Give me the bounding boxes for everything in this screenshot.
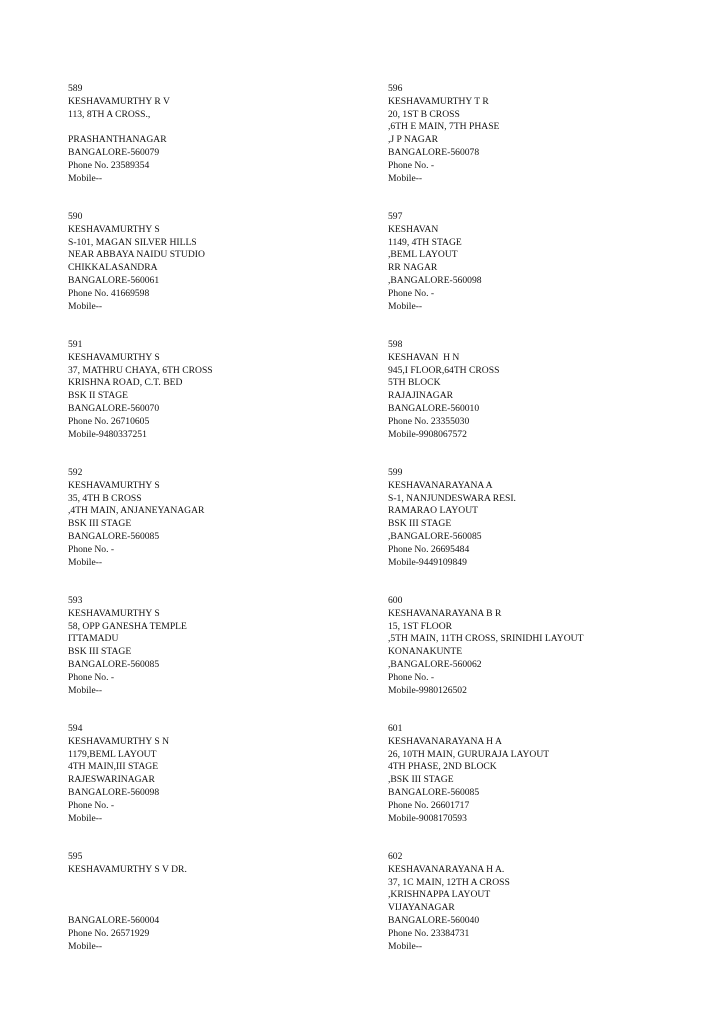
entry-name: KESHAVAMURTHY S	[68, 607, 160, 619]
entry-number: 593	[68, 595, 83, 606]
directory-entry	[388, 83, 708, 185]
entry-number: 602	[388, 851, 403, 862]
entry-name: KESHAVAMURTHY R V	[68, 95, 170, 107]
entry-name: KESHAVAMURTHY S V DR.	[68, 863, 187, 875]
entry-address-line-3: ,BSK III STAGE	[388, 774, 454, 786]
entry-address-line-1: 35, 4TH B CROSS	[68, 492, 142, 504]
entry-address-line-3	[68, 902, 368, 915]
entry-address-line-1: 37, MATHRU CHAYA, 6TH CROSS	[68, 364, 213, 376]
entry-name: KESHAVANARAYANA A	[388, 479, 493, 491]
entry-phone: Phone No. 26710605	[68, 415, 150, 427]
entry-phone: Phone No. -	[68, 799, 115, 811]
entry-number: 589	[68, 83, 83, 94]
entry-address-line-2: ,KRISHNAPPA LAYOUT	[388, 889, 491, 901]
entry-address-line-3: BSK II STAGE	[68, 390, 128, 402]
entry-address-line-1: 1149, 4TH STAGE	[388, 236, 462, 248]
entry-address-line-2: 5TH BLOCK	[388, 377, 441, 389]
entry-city: BANGALORE-560061	[68, 274, 160, 286]
entry-name: KESHAVANARAYANA H A	[388, 735, 502, 747]
directory-entry	[388, 595, 708, 697]
entry-number: 590	[68, 211, 83, 222]
entry-number: 594	[68, 723, 83, 734]
entry-mobile: Mobile-9908067572	[388, 428, 467, 440]
entry-phone: Phone No. 26695484	[388, 543, 470, 555]
entry-address-line-3: BSK III STAGE	[68, 646, 132, 658]
entry-address-line-3: VIJAYANAGAR	[388, 902, 455, 914]
entry-name: KESHAVAMURTHY T R	[388, 95, 489, 107]
entry-phone: Phone No. -	[388, 159, 435, 171]
entry-address-line-3: KONANAKUNTE	[388, 646, 463, 658]
entry-phone: Phone No. -	[68, 671, 115, 683]
entry-address-line-2: ,4TH MAIN, ANJANEYANAGAR	[68, 505, 205, 517]
entry-address-line-2: 4TH MAIN,III STAGE	[68, 761, 159, 773]
entry-address-line-3: RAJESWARINAGAR	[68, 774, 155, 786]
entry-name: KESHAVAMURTHY S N	[68, 735, 170, 747]
entry-phone: Phone No. 26571929	[68, 927, 150, 939]
entry-address-line-3: RR NAGAR	[388, 262, 438, 274]
entry-phone: Phone No. -	[388, 671, 435, 683]
entry-phone: Phone No. 23355030	[388, 415, 470, 427]
entry-city: BANGALORE-560098	[68, 786, 160, 798]
entry-number: 596	[388, 83, 403, 94]
entry-city: BANGALORE-560070	[68, 402, 160, 414]
entry-city: BANGALORE-560085	[388, 786, 480, 798]
entry-address-line-3: BSK III STAGE	[388, 518, 452, 530]
entry-address-line-1: 15, 1ST FLOOR	[388, 620, 453, 632]
directory-entry	[388, 851, 708, 953]
entry-mobile: Mobile--	[68, 300, 103, 312]
entry-city: BANGALORE-560085	[68, 530, 160, 542]
directory-entry	[68, 339, 368, 441]
entry-address-line-1: 113, 8TH A CROSS.,	[68, 108, 151, 120]
directory-entry	[388, 723, 708, 825]
entry-mobile: Mobile--	[68, 684, 103, 696]
entry-city: BANGALORE-560085	[68, 658, 160, 670]
entry-number: 595	[68, 851, 83, 862]
entry-address-line-3: BSK III STAGE	[68, 518, 132, 530]
entry-name: KESHAVAN H N	[388, 351, 460, 363]
entry-name: KESHAVANARAYANA H A.	[388, 863, 505, 875]
entry-mobile: Mobile--	[388, 940, 423, 952]
entry-city: BANGALORE-560004	[68, 914, 160, 926]
entry-phone: Phone No. 26601717	[388, 799, 470, 811]
entry-mobile: Mobile--	[68, 812, 103, 824]
entry-mobile: Mobile-9449109849	[388, 556, 467, 568]
entry-number: 599	[388, 467, 403, 478]
entry-phone: Phone No. -	[68, 543, 115, 555]
entry-address-line-1: 26, 10TH MAIN, GURURAJA LAYOUT	[388, 748, 550, 760]
entry-name: KESHAVAMURTHY S	[68, 479, 160, 491]
directory-entry	[388, 467, 708, 569]
entry-phone: Phone No. 41669598	[68, 287, 150, 299]
entry-address-line-2: ,BEML LAYOUT	[388, 249, 458, 261]
entry-address-line-1: 20, 1ST B CROSS	[388, 108, 460, 120]
entry-address-line-2: 4TH PHASE, 2ND BLOCK	[388, 761, 497, 773]
entry-address-line-1	[68, 877, 368, 890]
entry-address-line-1: 37, 1C MAIN, 12TH A CROSS	[388, 876, 510, 888]
entry-number: 601	[388, 723, 403, 734]
entry-address-line-1: 58, OPP GANESHA TEMPLE	[68, 620, 187, 632]
entry-address-line-2: RAMARAO LAYOUT	[388, 505, 478, 517]
entry-address-line-2: ITTAMADU	[68, 633, 119, 645]
entry-mobile: Mobile--	[388, 300, 423, 312]
entry-address-line-3: CHIKKALASANDRA	[68, 262, 158, 274]
entry-address-line-2: ,6TH E MAIN, 7TH PHASE	[388, 121, 500, 133]
entry-mobile: Mobile--	[68, 940, 103, 952]
entry-city: ,BANGALORE-560062	[388, 658, 482, 670]
entry-address-line-2	[68, 889, 368, 902]
entry-name: KESHAVAMURTHY S	[68, 223, 160, 235]
entry-phone: Phone No. -	[388, 287, 435, 299]
entry-number: 598	[388, 339, 403, 350]
entry-address-line-2: ,5TH MAIN, 11TH CROSS, SRINIDHI LAYOUT	[388, 633, 584, 645]
directory-entry	[388, 211, 708, 313]
directory-entry	[68, 851, 368, 953]
entry-phone: Phone No. 23384731	[388, 927, 470, 939]
entry-city: BANGALORE-560079	[68, 146, 160, 158]
entry-address-line-3: RAJAJINAGAR	[388, 390, 454, 402]
directory-entry	[68, 595, 368, 697]
entry-name: KESHAVAN	[388, 223, 439, 235]
entry-address-line-1: 945,I FLOOR,64TH CROSS	[388, 364, 500, 376]
entry-address-line-1: S-101, MAGAN SILVER HILLS	[68, 236, 197, 248]
entry-name: KESHAVAMURTHY S	[68, 351, 160, 363]
entry-mobile: Mobile-9008170593	[388, 812, 467, 824]
entry-mobile: Mobile--	[68, 556, 103, 568]
entry-address-line-1: 1179,BEML LAYOUT	[68, 748, 157, 760]
entry-number: 600	[388, 595, 403, 606]
entry-mobile: Mobile--	[68, 172, 103, 184]
entry-mobile: Mobile--	[388, 172, 423, 184]
entry-mobile: Mobile-9980126502	[388, 684, 467, 696]
directory-entry	[68, 211, 368, 313]
entry-city: ,BANGALORE-560085	[388, 530, 482, 542]
directory-entry	[68, 467, 368, 569]
entry-mobile: Mobile-9480337251	[68, 428, 147, 440]
entry-address-line-3: ,J P NAGAR	[388, 134, 439, 146]
entry-city: ,BANGALORE-560098	[388, 274, 482, 286]
entry-city: BANGALORE-560078	[388, 146, 480, 158]
entry-address-line-2: KRISHNA ROAD, C.T. BED	[68, 377, 183, 389]
entry-city: BANGALORE-560010	[388, 402, 480, 414]
entry-address-line-2: NEAR ABBAYA NAIDU STUDIO	[68, 249, 205, 261]
entry-phone: Phone No. 23589354	[68, 159, 150, 171]
directory-entry	[68, 723, 368, 825]
directory-entry	[388, 339, 708, 441]
entry-number: 591	[68, 339, 83, 350]
entry-number: 597	[388, 211, 403, 222]
directory-entry	[68, 83, 368, 185]
entry-address-line-2	[68, 121, 368, 134]
entry-address-line-3: PRASHANTHANAGAR	[68, 134, 167, 146]
entry-number: 592	[68, 467, 83, 478]
entry-city: BANGALORE-560040	[388, 914, 480, 926]
entry-name: KESHAVANARAYANA B R	[388, 607, 502, 619]
entry-address-line-1: S-1, NANJUNDESWARA RESI.	[388, 492, 516, 504]
